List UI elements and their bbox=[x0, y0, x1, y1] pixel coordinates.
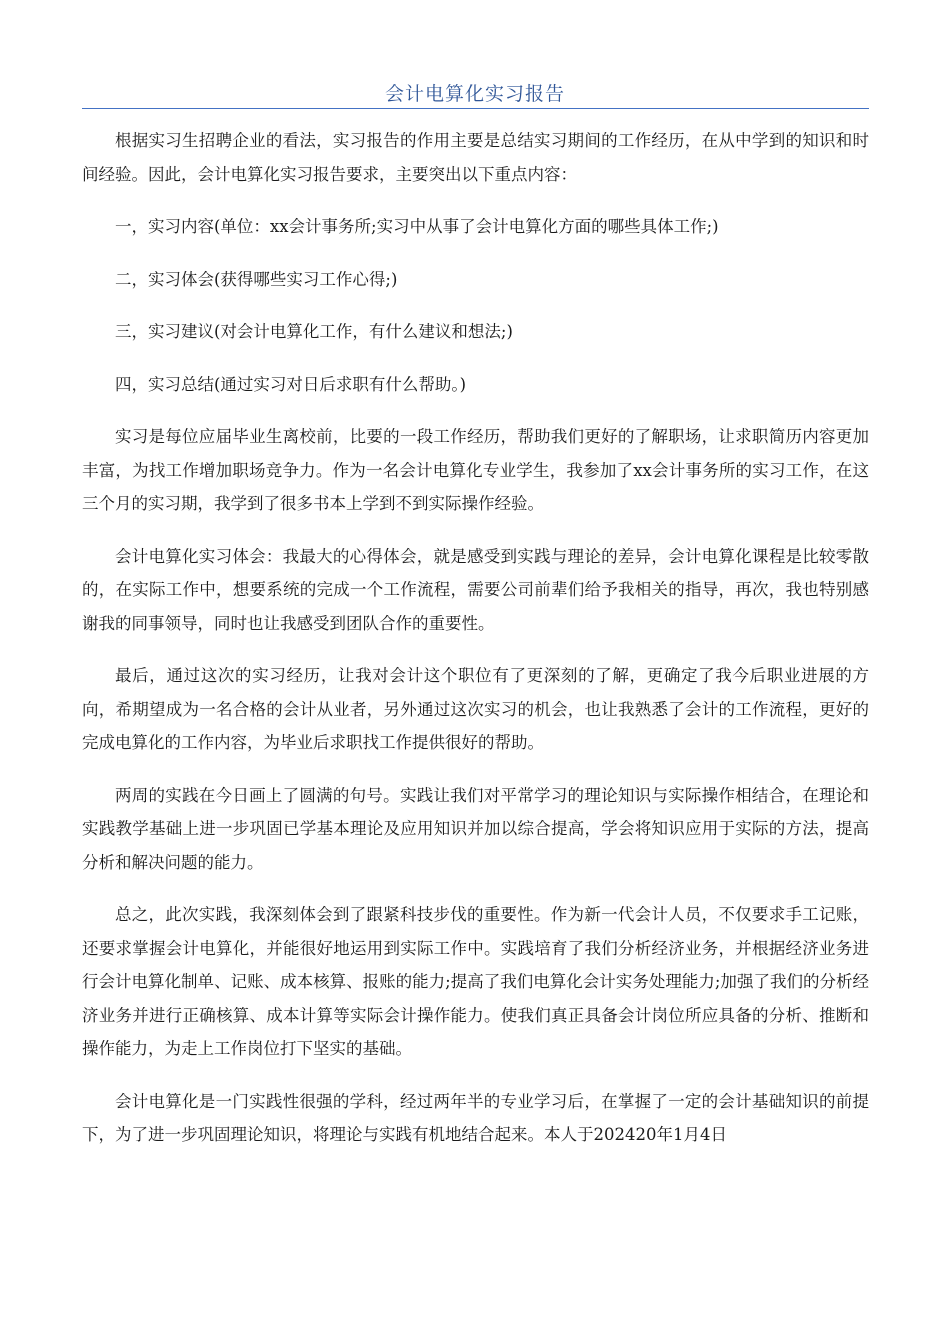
body-paragraph: 实习是每位应届毕业生离校前，比要的一段工作经历，帮助我们更好的了解职场，让求职简历内容更加丰富，为找工作增加职场竞争力。作为一名会计电算化专业学生，我参加了xx会计事务所的实习工作，在这三个月的实习期，我学到了很多书本上学到不到实际操作经验。 bbox=[82, 427, 869, 513]
body-paragraph: 总之，此次实践，我深刻体会到了跟紧科技步伐的重要性。作为新一代会计人员，不仅要求手工记账，还要求掌握会计电算化，并能很好地运用到实际工作中。实践培育了我们分析经济业务，并根据经济业务进行会计电算化制单、记账、成本核算、报账的能力;提高了我们电算化会计实务处理能力;加强了我们的分析经济业务并进行正确核算、成本计算等实际会计操作能力。使我们真正具备会计岗位所应具备的分析、推断和操作能力，为走上工作岗位打下坚实的基础。 bbox=[82, 905, 869, 1058]
title-underline-rule bbox=[82, 108, 869, 109]
list-item-experience: 二，实习体会(获得哪些实习工作心得;) bbox=[115, 269, 398, 289]
list-item-suggestions: 三，实习建议(对会计电算化工作，有什么建议和想法;) bbox=[115, 322, 513, 341]
body-paragraph: 最后，通过这次的实习经历，让我对会计这个职位有了更深刻的了解，更确定了我今后职业进展的方向，希期望成为一名合格的会计从业者，另外通过这次实习的机会，也让我熟悉了会计的工作流程，更好的完成电算化的工作内容，为毕业后求职找工作提供很好的帮助。 bbox=[82, 666, 869, 752]
list-item-content: 一，实习内容(单位：xx会计事务所;实习中从事了会计电算化方面的哪些具体工作;) bbox=[115, 217, 719, 236]
intro-paragraph: 根据实习生招聘企业的看法，实习报告的作用主要是总结实习期间的工作经历，在从中学到的知识和时间经验。因此，会计电算化实习报告要求，主要突出以下重点内容： bbox=[82, 131, 869, 184]
body-paragraph: 会计电算化实习体会：我最大的心得体会，就是感受到实践与理论的差异，会计电算化课程是比较零散的，在实际工作中，想要系统的完成一个工作流程，需要公司前辈们给予我相关的指导，再次，我也特别感谢我的同事领导，同时也让我感受到团队合作的重要性。 bbox=[82, 546, 869, 633]
body-paragraph: 两周的实践在今日画上了圆满的句号。实践让我们对平常学习的理论知识与实际操作相结合，在理论和实践教学基础上进一步巩固已学基本理论及应用知识并加以综合提高，学会将知识应用于实际的方法，提高分析和解决问题的能力。 bbox=[82, 785, 869, 872]
list-item-summary: 四，实习总结(通过实习对日后求职有什么帮助。) bbox=[115, 374, 467, 394]
body-paragraph: 会计电算化是一门实践性很强的学科，经过两年半的专业学习后，在掌握了一定的会计基础知识的前提下，为了进一步巩固理论知识，将理论与实践有机地结合起来。本人于202420年1月4日 bbox=[82, 1091, 869, 1144]
document-title: 会计电算化实习报告 bbox=[384, 83, 565, 105]
document-body bbox=[82, 124, 869, 1171]
